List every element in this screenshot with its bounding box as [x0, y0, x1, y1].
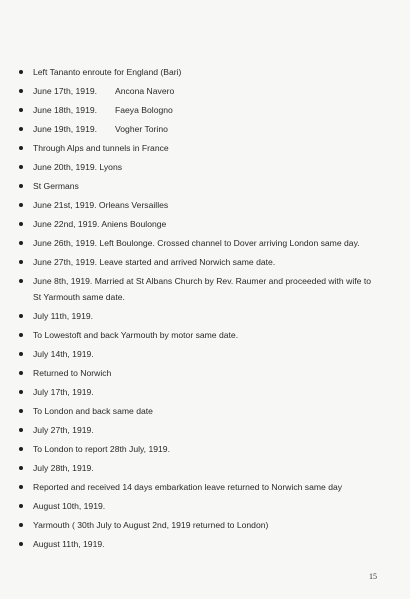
- list-item: August 10th, 1919.: [19, 498, 371, 514]
- bullet-icon: [19, 333, 23, 337]
- list-item: St Germans: [19, 178, 371, 194]
- bullet-icon: [19, 352, 23, 356]
- bullet-icon: [19, 428, 23, 432]
- bullet-icon: [19, 485, 23, 489]
- bullet-icon: [19, 466, 23, 470]
- list-item: June 20th, 1919. Lyons: [19, 159, 371, 175]
- list-item: To Lowestoft and back Yarmouth by motor same date.: [19, 327, 371, 343]
- bullet-icon: [19, 184, 23, 188]
- entry-place: Vogher Torino: [115, 124, 168, 134]
- bullet-icon: [19, 222, 23, 226]
- bullet-icon: [19, 260, 23, 264]
- bullet-icon: [19, 409, 23, 413]
- list-item: June 22nd, 1919. Aniens Boulonge: [19, 216, 371, 232]
- list-item: June 26th, 1919. Left Boulonge. Crossed channel to Dover arriving London same day.: [19, 235, 371, 251]
- list-item: July 14th, 1919.: [19, 346, 371, 362]
- list-item: To London to report 28th July, 1919.: [19, 441, 371, 457]
- bullet-icon: [19, 542, 23, 546]
- list-item: June 8th, 1919. Married at St Albans Church by Rev. Raumer and proceeded with wife to St Yarmouth same date.: [19, 273, 371, 305]
- bullet-icon: [19, 146, 23, 150]
- bullet-icon: [19, 241, 23, 245]
- list-item: June 21st, 1919. Orleans Versailles: [19, 197, 371, 213]
- list-item: Yarmouth ( 30th July to August 2nd, 1919 returned to London): [19, 517, 371, 533]
- list-item: [19, 102, 371, 118]
- list-item: To London and back same date: [19, 403, 371, 419]
- page-number: 15: [369, 572, 377, 581]
- bullet-icon: [19, 371, 23, 375]
- entry-date: June 19th, 1919.: [33, 124, 98, 134]
- list-item: [19, 121, 371, 137]
- list-item: July 17th, 1919.: [19, 384, 371, 400]
- bullet-icon: [19, 89, 23, 93]
- list-item: [19, 83, 371, 99]
- bullet-icon: [19, 108, 23, 112]
- list-item: Through Alps and tunnels in France: [19, 140, 371, 156]
- bullet-icon: [19, 127, 23, 131]
- entry-place: Faeya Bologno: [115, 105, 173, 115]
- bullet-icon: [19, 70, 23, 74]
- bullet-icon: [19, 447, 23, 451]
- bullet-icon: [19, 504, 23, 508]
- list-item: Reported and received 14 days embarkation leave returned to Norwich same day: [19, 479, 371, 495]
- entry-date: June 17th, 1919.: [33, 86, 98, 96]
- list-item: August 11th, 1919.: [19, 536, 371, 552]
- list-item: June 27th, 1919. Leave started and arrived Norwich same date.: [19, 254, 371, 270]
- entry-date: June 18th, 1919.: [33, 105, 98, 115]
- bullet-icon: [19, 390, 23, 394]
- list-item: July 27th, 1919.: [19, 422, 371, 438]
- entry-place: Ancona Navero: [115, 86, 175, 96]
- list-item: Returned to Norwich: [19, 365, 371, 381]
- bullet-icon: [19, 523, 23, 527]
- diary-entry-list: [19, 64, 371, 555]
- list-item: July 28th, 1919.: [19, 460, 371, 476]
- list-item: July 11th, 1919.: [19, 308, 371, 324]
- bullet-icon: [19, 203, 23, 207]
- bullet-icon: [19, 279, 23, 283]
- list-item: Left Tananto enroute for England (Bari): [19, 64, 371, 80]
- bullet-icon: [19, 314, 23, 318]
- bullet-icon: [19, 165, 23, 169]
